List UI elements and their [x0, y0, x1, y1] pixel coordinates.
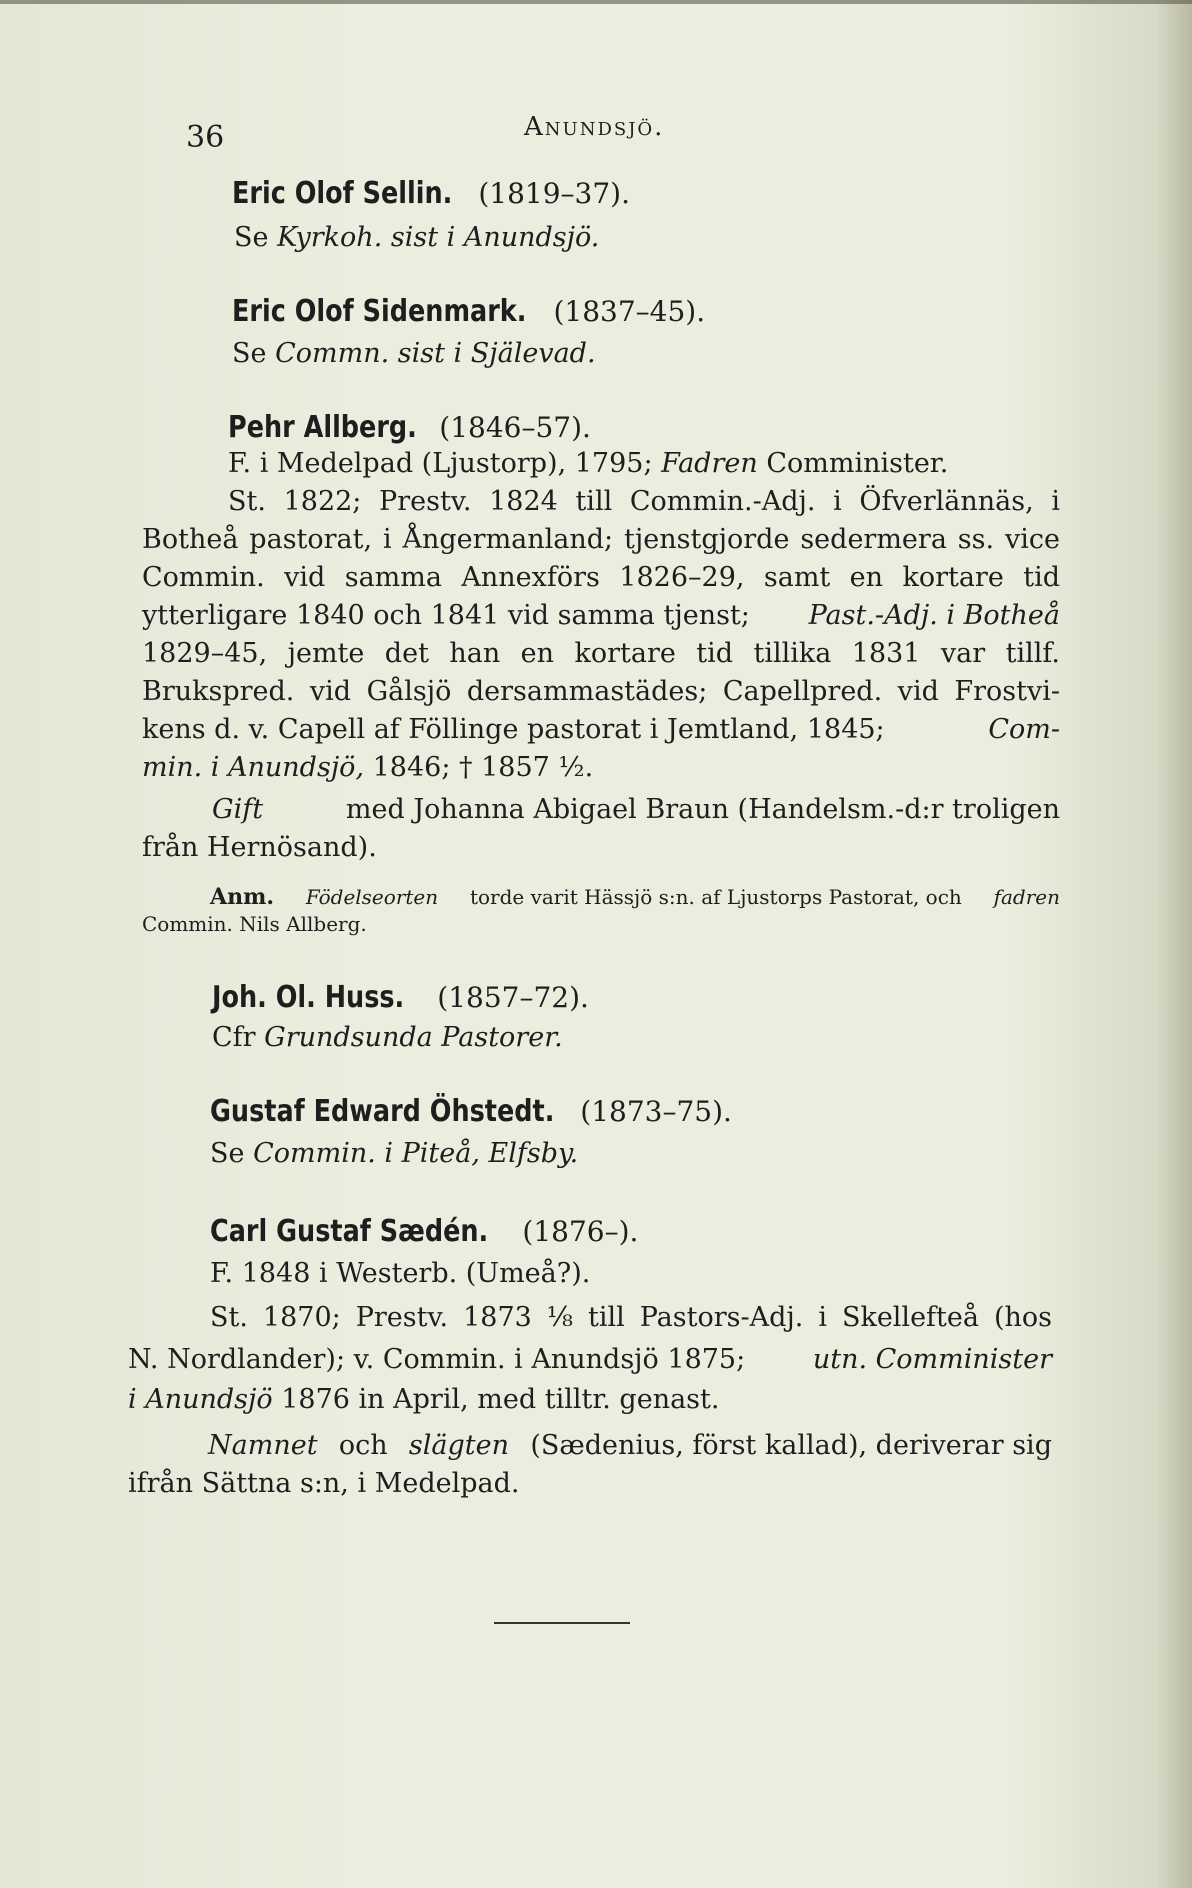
ref-word: Se — [210, 1138, 245, 1169]
ref-target: Commn. sist i Själevad. — [275, 338, 596, 369]
text-segment: fadren — [993, 885, 1060, 909]
entry-name: Eric Olof Sellin. — [232, 176, 453, 211]
footnote-label: Anm. — [210, 884, 275, 910]
entry-heading — [210, 1094, 732, 1129]
entry-text-line: ifrån Sättna s:n, i Medelpad. — [128, 1468, 520, 1499]
text-segment: Namnet — [208, 1430, 318, 1461]
section-divider — [494, 1622, 630, 1624]
ref-word: Se — [234, 222, 269, 253]
text-segment: Födelseorten — [305, 885, 439, 909]
text-segment: 1846; † 1857 ½. — [372, 752, 594, 783]
entry-text-line: från Hernösand). — [142, 832, 377, 863]
text-segment: ytterligare 1840 och 1841 vid samma tjenst; — [142, 600, 750, 631]
entry-name: Eric Olof Sidenmark. — [232, 294, 527, 329]
text-segment: slägten — [408, 1430, 510, 1461]
entry-heading — [232, 294, 705, 329]
text-segment: (Sædenius, först kallad), deriverar sig — [530, 1430, 1052, 1461]
entry-heading — [210, 1214, 638, 1249]
entry-heading — [212, 980, 589, 1015]
page-number: 36 — [186, 120, 225, 155]
entry-text-line — [208, 1430, 1052, 1461]
text-segment: Fadren — [661, 448, 758, 479]
entry-reference — [212, 1022, 563, 1053]
entry-dates: (1857–72). — [437, 981, 589, 1014]
text-segment: utn. Comminister — [812, 1344, 1052, 1375]
running-head: Anundsjö. — [524, 112, 665, 142]
entry-text-line: St. 1870; Prestv. 1873 ⅛ till Pastors-Adj. i Skellefteå (hos — [210, 1302, 1052, 1333]
entry-reference — [232, 338, 596, 369]
entry-name: Joh. Ol. Huss. — [212, 980, 405, 1015]
entry-text-line: F. 1848 i Westerb. (Umeå?). — [210, 1258, 591, 1289]
ref-target: Grundsunda Pastorer. — [264, 1022, 563, 1053]
text-segment: N. Nordlander); v. Commin. i Anundsjö 1875; — [128, 1344, 746, 1375]
ref-target: Commin. i Piteå, Elfsby. — [253, 1138, 579, 1169]
entry-text-line — [128, 1384, 719, 1415]
entry-dates: (1837–45). — [553, 295, 706, 328]
entry-text-line — [128, 1344, 1052, 1375]
entry-text-line — [142, 752, 593, 783]
text-segment: Past.-Adj. i Botheå — [808, 600, 1060, 631]
text-segment: Com- — [988, 714, 1060, 745]
text-segment: i Anundsjö — [128, 1384, 273, 1415]
entry-reference — [210, 1138, 578, 1169]
text-segment: Comminister. — [766, 448, 949, 479]
text-segment: 1876 in April, med tilltr. genast. — [281, 1384, 720, 1415]
entry-heading — [228, 410, 591, 445]
ref-target: Kyrkoh. sist i Anundsjö. — [277, 222, 600, 253]
entry-name: Gustaf Edward Öhstedt. — [210, 1094, 555, 1129]
entry-text-line: Brukspred. vid Gålsjö dersammastädes; Capellpred. vid Frostvi- — [142, 676, 1060, 707]
text-segment: och — [338, 1430, 388, 1461]
entry-dates: (1876–). — [522, 1215, 639, 1248]
entry-heading — [232, 176, 630, 211]
entry-reference — [234, 222, 599, 253]
text-segment: F. i Medelpad (Ljustorp), 1795; — [228, 448, 653, 479]
text-segment: kens d. v. Capell af Föllinge pastorat i Jemtland, 1845; — [142, 714, 885, 745]
text-segment: min. i Anundsjö, — [142, 752, 365, 783]
entry-text-line — [142, 714, 1060, 745]
text-segment: Gift — [212, 794, 264, 825]
entry-text-line: Commin. vid samma Annexförs 1826–29, samt en kortare tid — [142, 562, 1060, 593]
text-segment: med Johanna Abigael Braun (Handelsm.-d:r troligen — [345, 794, 1060, 825]
ref-word: Cfr — [212, 1022, 256, 1053]
entry-text-line: Botheå pastorat, i Ångermanland; tjenstgjorde sedermera ss. vice — [142, 524, 1060, 555]
entry-text-line — [142, 600, 1060, 631]
footnote-line: Commin. Nils Allberg. — [142, 912, 367, 936]
entry-name: Pehr Allberg. — [228, 410, 417, 445]
entry-text-line: St. 1822; Prestv. 1824 till Commin.-Adj. i Öfverlännäs, i — [228, 486, 1060, 517]
ref-word: Se — [232, 338, 267, 369]
entry-text-line — [228, 448, 948, 479]
footnote-line — [210, 884, 1060, 910]
entry-text-line — [212, 794, 1060, 825]
text-segment: torde varit Hässjö s:n. af Ljustorps Pastorat, och — [469, 885, 962, 909]
entry-text-line: 1829–45, jemte det han en kortare tid tillika 1831 var tillf. — [142, 638, 1060, 669]
entry-dates: (1846–57). — [439, 411, 591, 444]
entry-name: Carl Gustaf Sædén. — [210, 1214, 489, 1249]
page-top-edge — [0, 0, 1192, 4]
entry-dates: (1819–37). — [478, 177, 630, 210]
entry-dates: (1873–75). — [580, 1095, 732, 1128]
